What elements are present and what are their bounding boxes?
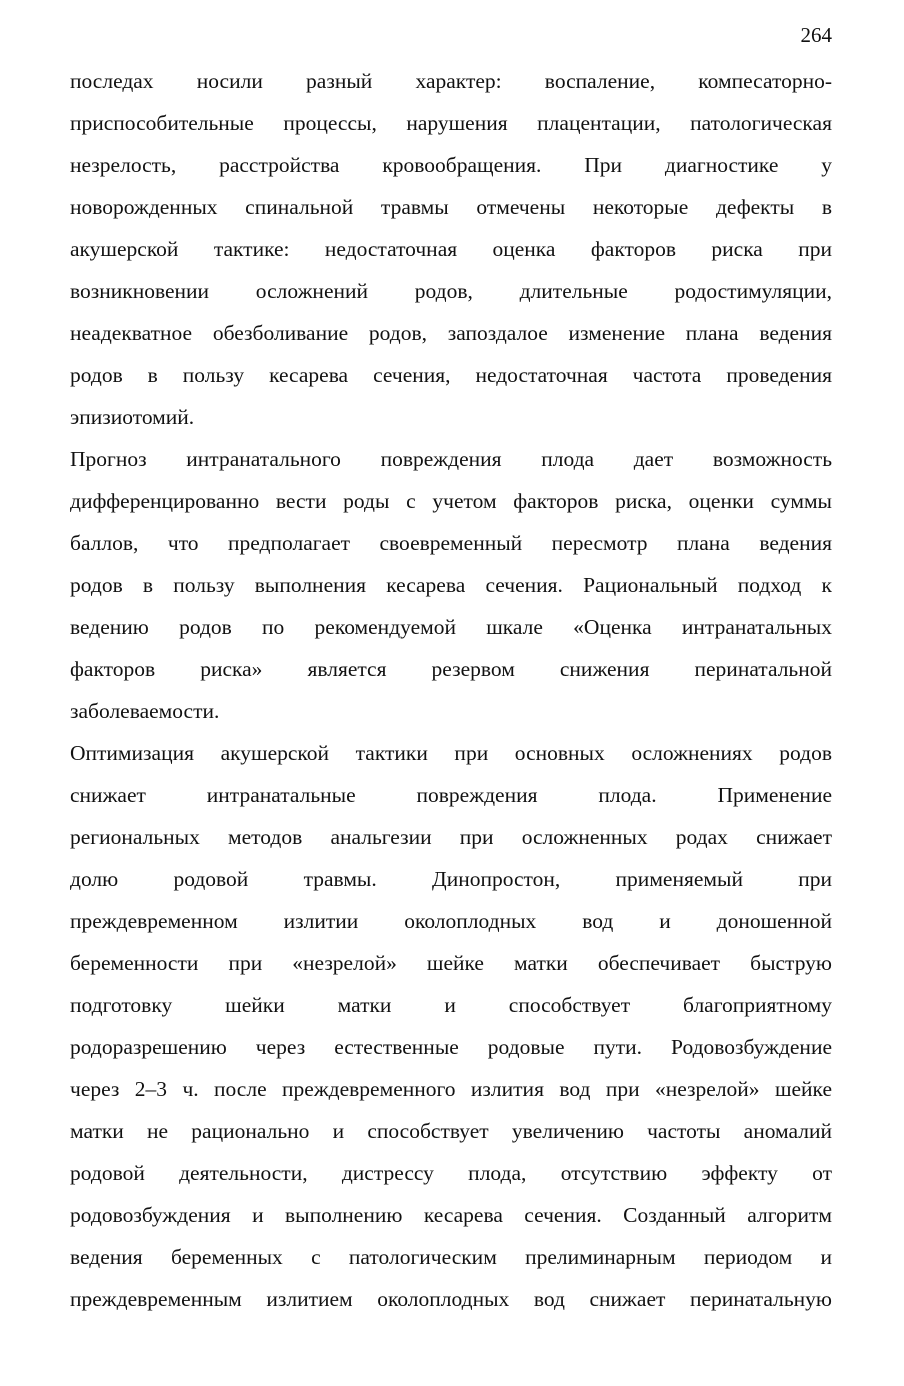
text-line: снижает интранатальные повреждения плода. Применение: [70, 783, 832, 807]
paragraph-1: [70, 60, 832, 438]
text-line: родов в пользу кесарева сечения, недостаточная частота проведения: [70, 363, 832, 387]
text-line: незрелость, расстройства кровообращения. При диагностике у: [70, 153, 832, 177]
text-line: баллов, что предполагает своевременный пересмотр плана ведения: [70, 531, 832, 555]
text-line: акушерской тактике: недостаточная оценка факторов риска при: [70, 237, 832, 261]
text-line: ведения беременных с патологическим прелиминарным периодом и: [70, 1245, 832, 1269]
text-line: факторов риска» является резервом снижения перинатальной: [70, 657, 832, 681]
text-line: родов в пользу выполнения кесарева сечения. Рациональный подход к: [70, 573, 832, 597]
text-line: приспособительные процессы, нарушения плацентации, патологическая: [70, 111, 832, 135]
text-line: преждевременным излитием околоплодных вод снижает перинатальную: [70, 1287, 832, 1311]
text-line: Прогноз интранатального повреждения плода дает возможность: [70, 447, 832, 471]
text-line: последах носили разный характер: воспаление, компесаторно-: [70, 69, 832, 93]
text-line: беременности при «незрелой» шейке матки обеспечивает быструю: [70, 951, 832, 975]
text-line: возникновении осложнений родов, длительные родостимуляции,: [70, 279, 832, 303]
document-body: [70, 60, 832, 1320]
paragraph-2: [70, 438, 832, 732]
text-line: ведению родов по рекомендуемой шкале «Оценка интранатальных: [70, 615, 832, 639]
text-line: подготовку шейки матки и способствует благоприятному: [70, 993, 832, 1017]
text-line: региональных методов анальгезии при осложненных родах снижает: [70, 825, 832, 849]
text-line: родовой деятельности, дистрессу плода, отсутствию эффекту от: [70, 1161, 832, 1185]
text-line: родоразрешению через естественные родовые пути. Родовозбуждение: [70, 1035, 832, 1059]
text-line: неадекватное обезболивание родов, запоздалое изменение плана ведения: [70, 321, 832, 345]
text-line: преждевременном излитии околоплодных вод и доношенной: [70, 909, 832, 933]
text-line: долю родовой травмы. Динопростон, применяемый при: [70, 867, 832, 891]
text-line: Оптимизация акушерской тактики при основных осложнениях родов: [70, 741, 832, 765]
text-line: заболеваемости.: [70, 699, 220, 723]
text-line: дифференцированно вести роды с учетом факторов риска, оценки суммы: [70, 489, 832, 513]
text-line: эпизиотомий.: [70, 405, 195, 429]
text-line: новорожденных спинальной травмы отмечены некоторые дефекты в: [70, 195, 832, 219]
text-line: родовозбуждения и выполнению кесарева сечения. Созданный алгоритм: [70, 1203, 832, 1227]
page-number: 264: [800, 23, 832, 47]
paragraph-3: [70, 732, 832, 1320]
text-line: через 2–3 ч. после преждевременного излития вод при «незрелой» шейке: [70, 1077, 832, 1101]
text-line: матки не рационально и способствует увеличению частоты аномалий: [70, 1119, 832, 1143]
